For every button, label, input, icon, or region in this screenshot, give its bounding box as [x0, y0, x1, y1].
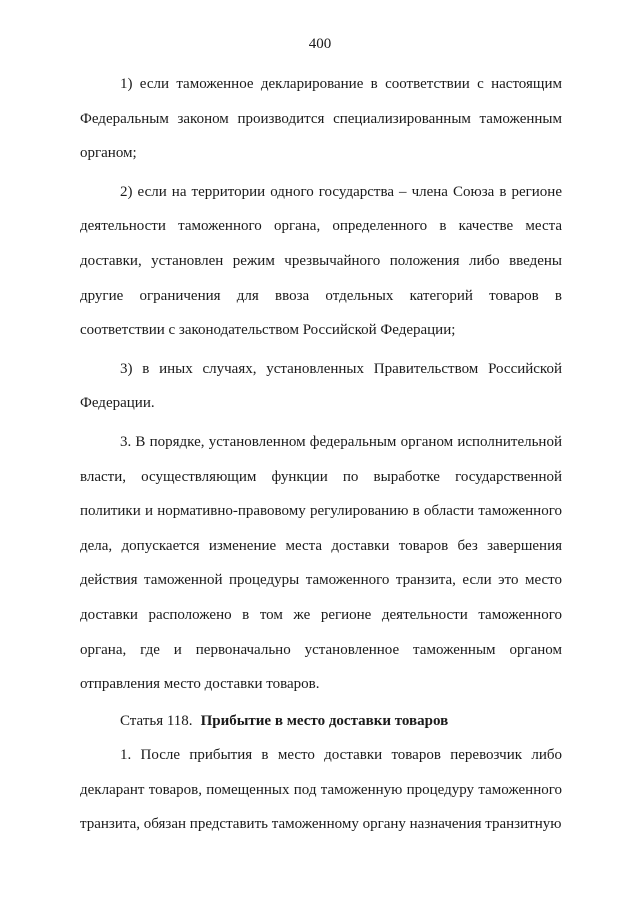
paragraph-item-2: 2) если на территории одного государства – члена Союза в регионе деятельности таможенного органа, определенного в качестве места доставки, установлен режим чрезвычайного положения либо введены другие ограничения для ввоза отдельных категорий товаров в соответствии с законодательством Российской Федерации;	[80, 183, 562, 339]
page-number: 400	[308, 36, 332, 52]
article-label: Статья 118.	[120, 712, 193, 729]
paragraph-item-3: 3) в иных случаях, установленных Правительством Российской Федерации.	[80, 360, 562, 412]
article-paragraph-1: 1. После прибытия в место доставки товаров перевозчик либо декларант товаров, помещенных под таможенную процедуру таможенного транзита, обязан представить таможенному органу назначения транзитную	[80, 747, 562, 833]
article-title: Прибытие в место доставки товаров	[200, 712, 449, 729]
paragraph-point-3: 3. В порядке, установленном федеральным органом исполнительной власти, осуществляющим функции по выработке государственной политики и нормативно-правовому регулированию в области таможенного дела, допускается изменение места доставки товаров без завершения действия таможенной процедуры таможенного транзита, если это место доставки расположено в том же регионе деятельности таможенного органа, где и первоначально установленное таможенным органом отправления место доставки товаров.	[80, 433, 562, 693]
article-heading	[80, 704, 562, 739]
document-body	[80, 67, 562, 842]
paragraph-item-1: 1) если таможенное декларирование в соответствии с настоящим Федеральным законом производится специализированным таможенным органом;	[80, 76, 562, 162]
